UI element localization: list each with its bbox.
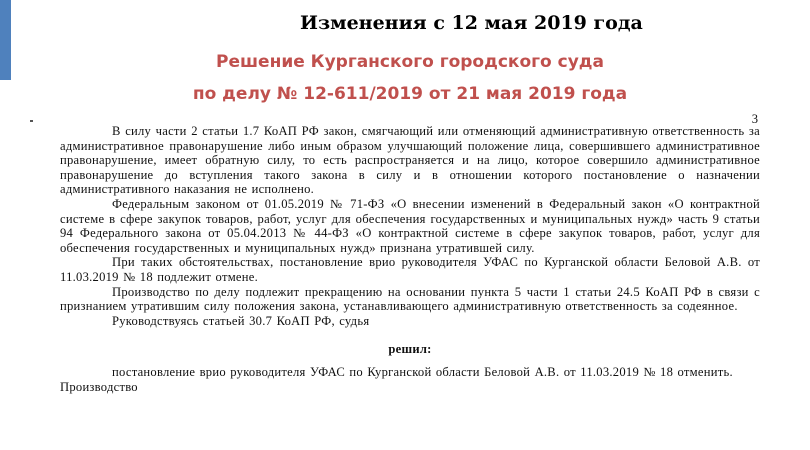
slide-title: Изменения с 12 мая 2019 года (300, 12, 643, 34)
case-number-heading: по делу № 12-611/2019 от 21 мая 2019 года (192, 84, 628, 104)
document-body (60, 124, 760, 394)
paragraph-decision: постановление врио руководителя УФАС по Курганской области Беловой А.В. от 11.03.2019 № 18 отменить. (112, 364, 733, 379)
paragraph-termination: Производство по делу подлежит прекращению на основании пункта 5 части 1 статьи 24.5 КоАП РФ в связи с признанием утратившим силу положения закона, устанавливающего административную ответственность за содеянное. (60, 284, 760, 314)
scanned-document (60, 110, 760, 450)
cut-off-line: Производство (60, 379, 138, 394)
scan-speck (30, 120, 33, 122)
paragraph-circumstances: При таких обстоятельствах, постановление врио руководителя УФАС по Курганской области Беловой А.В. от 11.03.2019 № 18 подлежит отмене. (60, 255, 760, 284)
paragraph-retroactive-law: В силу части 2 статьи 1.7 КоАП РФ закон, смягчающий или отменяющий административную ответственность за административное правонарушение либо иным образом улучшающий положение лица, совершившего административное правонарушение, имеет обратную силу, то есть распространяется и на лицо, которое совершило административное правонарушение до вступления такого закона в силу и в отношении которого постановление о назначении административного наказания не исполнено. (60, 124, 760, 197)
paragraph-guided-by: Руководствуясь статьей 30.7 КоАП РФ, судья (112, 313, 370, 328)
page-number: 3 (751, 112, 758, 126)
decision-word: решил: (388, 342, 432, 357)
paragraph-federal-law: Федеральным законом от 01.05.2019 № 71-ФЗ «О внесении изменений в Федеральный закон «О контрактной системе в сфере закупок товаров, работ, услуг для обеспечения государственных и муниципальных нужд» часть 9 статьи 94 Федерального закона от 05.04.2013 № 44-ФЗ «О контрактной системе в сфере закупок товаров, работ, услуг для обеспечения государственных и муниципальных нужд» признана утратившей силу. (60, 196, 760, 255)
court-decision-heading: Решение Курганского городского суда (216, 52, 604, 72)
